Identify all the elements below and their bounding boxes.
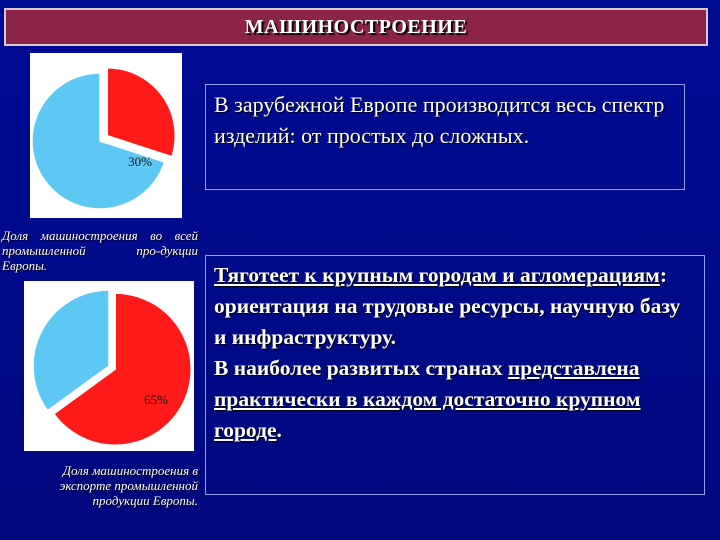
info-box-location-factors <box>205 255 705 495</box>
text-orientation: : ориентация на трудовые ресурсы, научную базу и инфраструктуру. <box>214 263 681 349</box>
pie-slice-30 <box>107 68 175 157</box>
text-developed-countries: В наиболее развитых странах <box>214 356 508 380</box>
info-box-product-range <box>205 84 685 190</box>
pie-label-30: 30% <box>128 154 152 169</box>
paragraph-cities <box>214 260 696 353</box>
info-text-product-range: В зарубежной Европе производится весь спектр изделий: от простых до сложных. <box>214 92 665 148</box>
pie-chart-manufacturing-share <box>30 53 182 218</box>
chart-caption-1: Доля машиностроения во всей промышленной про-дукции Европы. <box>2 228 198 273</box>
text-period: . <box>276 418 282 442</box>
underlined-text-every-city: представлена практически в каждом достаточно крупном городе <box>214 356 641 442</box>
chart-caption-2: Доля машиностроения в экспорте промышленной продукции Европы. <box>59 463 198 508</box>
pie-chart-export-share <box>24 281 194 451</box>
pie-chart-1-svg <box>30 53 182 218</box>
pie-chart-2-svg <box>24 281 194 451</box>
underlined-text-cities: Тяготеет к крупным городам и агломерациям <box>214 263 660 287</box>
page-title: МАШИНОСТРОЕНИЕ <box>244 15 468 38</box>
pie-label-65: 65% <box>144 392 168 407</box>
title-bar <box>4 8 708 46</box>
paragraph-developed-countries <box>214 353 696 446</box>
